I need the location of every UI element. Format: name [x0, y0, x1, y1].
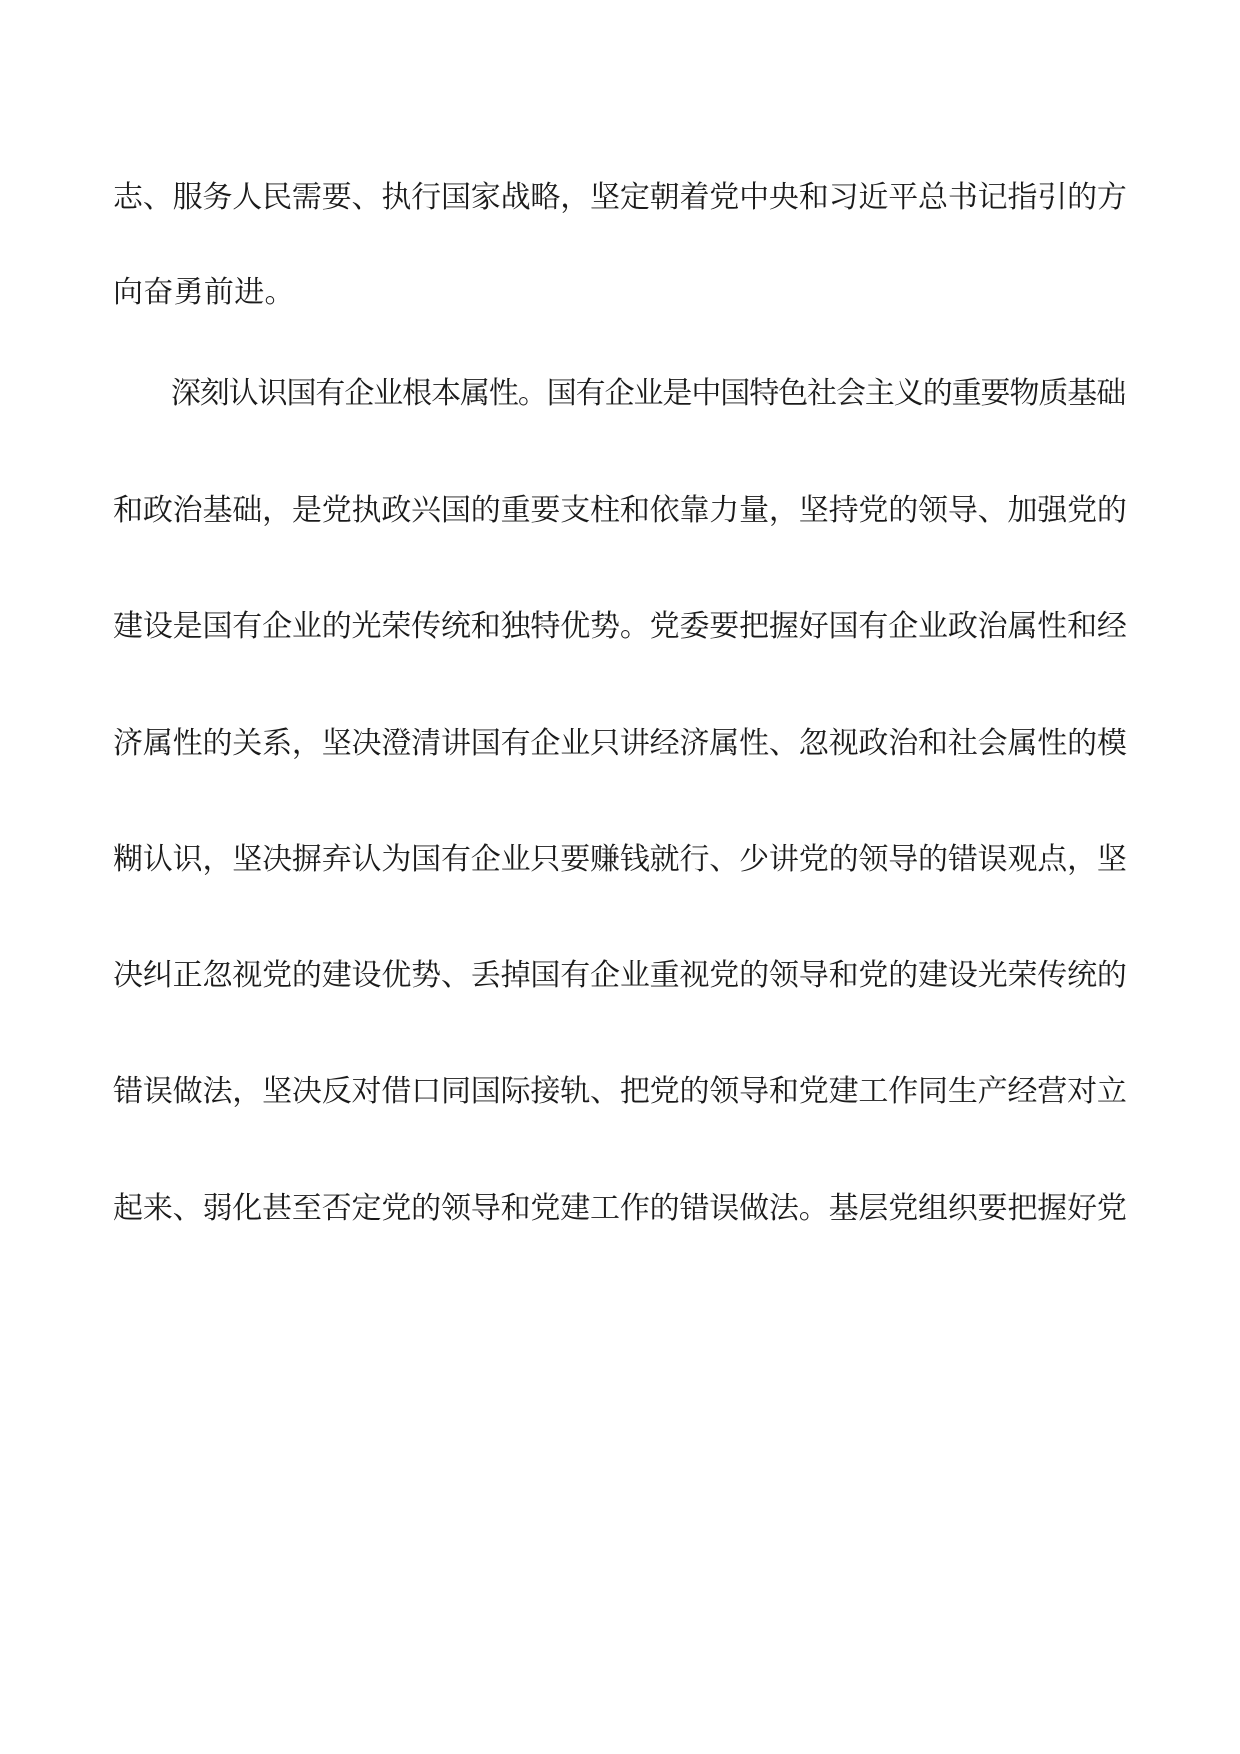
text-line: 济属性的关系，坚决澄清讲国有企业只讲经济属性、忽视政治和社会属性的模 — [113, 726, 1127, 761]
text-line: 志、服务人民需要、执行国家战略，坚定朝着党中央和习近平总书记指引的方 — [113, 180, 1127, 215]
text-line: 错误做法，坚决反对借口同国际接轨、把党的领导和党建工作同生产经营对立 — [113, 1074, 1127, 1109]
text-line: 起来、弱化甚至否定党的领导和党建工作的错误做法。基层党组织要把握好党 — [113, 1191, 1127, 1226]
text-line: 向奋勇前进。 — [113, 275, 295, 310]
paragraph-start-line: 深刻认识国有企业根本属性。国有企业是中国特色社会主义的重要物质基础 — [113, 376, 1126, 411]
text-line: 建设是国有企业的光荣传统和独特优势。党委要把握好国有企业政治属性和经 — [113, 609, 1127, 644]
text-line: 糊认识，坚决摒弃认为国有企业只要赚钱就行、少讲党的领导的错误观点，坚 — [113, 842, 1127, 877]
text-line: 和政治基础，是党执政兴国的重要支柱和依靠力量，坚持党的领导、加强党的 — [113, 493, 1127, 528]
text-line: 决纠正忽视党的建设优势、丢掉国有企业重视党的领导和党的建设光荣传统的 — [113, 958, 1127, 993]
